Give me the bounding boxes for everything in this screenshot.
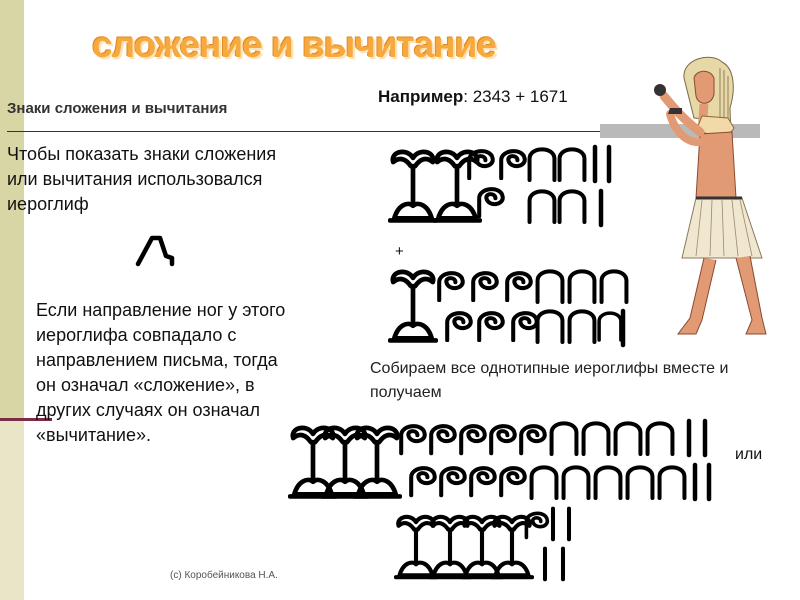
- coil-icon: [472, 182, 508, 218]
- heel-bone-icon: [566, 306, 598, 346]
- stroke-icon: [596, 188, 606, 228]
- credit-footer: (c) Коробейникова Н.А.: [170, 570, 278, 581]
- stroke-icon: [564, 506, 574, 542]
- heel-bone-icon: [526, 186, 558, 226]
- coil-icon: [466, 266, 502, 302]
- coil-icon: [432, 266, 468, 302]
- heel-bone-icon: [556, 144, 588, 184]
- stroke-icon: [558, 546, 568, 582]
- walking-legs-icon: [134, 234, 176, 268]
- heel-bone-icon: [580, 418, 612, 458]
- or-label: или: [735, 446, 763, 463]
- stroke-icon: [540, 546, 550, 582]
- heel-bone-icon: [656, 462, 688, 502]
- stroke-icon: [590, 144, 600, 184]
- coil-icon: [440, 306, 476, 342]
- lotus-icon: [388, 146, 438, 224]
- collect-caption: Собираем все однотипные иероглифы вместе и получаем: [370, 360, 729, 401]
- heel-bone-icon: [644, 418, 676, 458]
- heel-bone-icon: [548, 418, 580, 458]
- stroke-icon: [548, 506, 558, 542]
- coil-icon: [494, 460, 530, 498]
- heel-bone-icon: [534, 306, 566, 346]
- stroke-icon: [700, 418, 710, 458]
- stroke-icon: [704, 462, 714, 502]
- sidebar-lower-band: [0, 418, 24, 600]
- heel-bone-icon: [556, 186, 588, 226]
- egyptian-figure-icon: [612, 48, 800, 338]
- heel-bone-icon: [612, 418, 644, 458]
- heel-bone-icon: [566, 266, 598, 306]
- slide-title: сложение и вычитание: [92, 24, 496, 65]
- example-line: [378, 87, 568, 107]
- heel-bone-icon: [528, 462, 560, 502]
- subheading: Знаки сложения и вычитания: [7, 100, 228, 117]
- coil-icon: [462, 144, 498, 180]
- coil-icon: [494, 144, 530, 180]
- stroke-icon: [684, 418, 694, 458]
- plus-sign: +: [395, 243, 404, 260]
- example-label: Например: [378, 87, 464, 106]
- intro-paragraph: Чтобы показать знаки сложения или вычитания использовался иероглиф: [7, 144, 277, 214]
- heel-bone-icon: [526, 144, 558, 184]
- example-expression: : 2343 + 1671: [463, 87, 568, 106]
- heel-bone-icon: [560, 462, 592, 502]
- explanation-paragraph: Если направление ног у этого иероглифа совпадало с направлением письма, тогда он означал «сложение», в других случаях он означал «вычитание».: [36, 300, 286, 445]
- coil-icon: [500, 266, 536, 302]
- heel-bone-icon: [624, 462, 656, 502]
- coil-icon: [472, 306, 508, 342]
- lotus-icon: [388, 266, 438, 344]
- heel-bone-icon: [534, 266, 566, 306]
- heel-bone-icon: [592, 462, 624, 502]
- divider: [7, 131, 603, 132]
- stroke-icon: [690, 462, 700, 502]
- coil-icon: [514, 418, 550, 456]
